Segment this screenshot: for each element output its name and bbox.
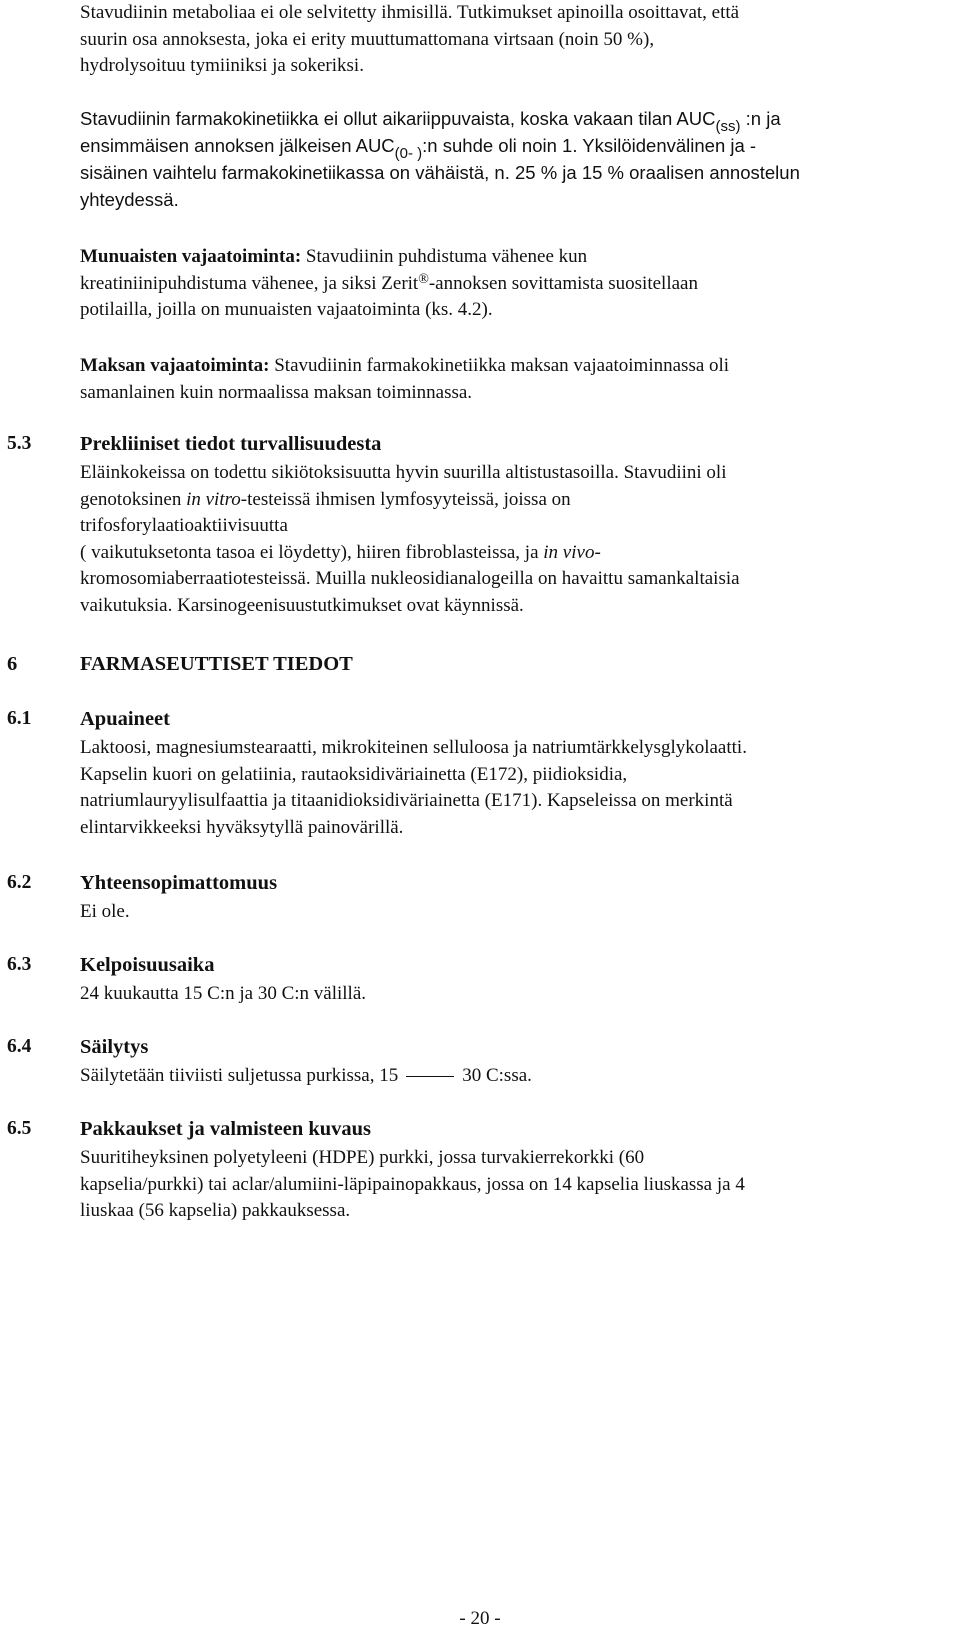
text-line bbox=[80, 271, 940, 298]
section-title: Pakkaukset ja valmisteen kuvaus bbox=[80, 1118, 372, 1140]
text-run: Säilytetään tiiviisti suljetussa purkissa, 15 bbox=[80, 1065, 399, 1086]
section-title: Prekliiniset tiedot turvallisuudesta bbox=[80, 433, 382, 455]
text-line: Laktoosi, magnesiumstearaatti, mikrokiteinen selluloosa ja natriumtärkkelysglykolaatti. bbox=[80, 737, 747, 758]
section-title: Säilytys bbox=[80, 1036, 149, 1058]
text-run: kreatiniinipuhdistuma vähenee, ja siksi Zerit bbox=[80, 272, 419, 294]
label-bold: Munuaisten vajaatoiminta: bbox=[80, 246, 302, 267]
section-title: Apuaineet bbox=[80, 708, 170, 730]
section-6-3-body bbox=[80, 981, 940, 1008]
text-run: - bbox=[594, 541, 601, 563]
text-italic: in vivo bbox=[543, 541, 595, 563]
section-number: 6.1 bbox=[7, 708, 32, 729]
section-title: Yhteensopimattomuus bbox=[80, 872, 278, 894]
section-number: 6.3 bbox=[7, 954, 32, 975]
subscript: (0- ) bbox=[394, 145, 423, 162]
text-line bbox=[80, 105, 940, 135]
text-line: hydrolysoituu tymiiniksi ja sokeriksi. bbox=[80, 55, 364, 76]
text-line: Stavudiinin metaboliaa ei ole selvitetty ihmisillä. Tutkimukset apinoilla osoittavat, että bbox=[80, 2, 740, 23]
section-title: FARMASEUTTISET TIEDOT bbox=[80, 653, 353, 675]
section-6-2-body bbox=[80, 899, 940, 926]
text-italic: in vitro bbox=[186, 488, 241, 510]
section-6-5-body bbox=[80, 1145, 940, 1225]
text-line: suurin osa annoksesta, joka ei erity muuttumattomana virtsaan (noin 50 %), bbox=[80, 28, 655, 50]
text-line: Suuritiheyksinen polyetyleeni (HDPE) purkki, jossa turvakierrekorkki (60 bbox=[80, 1147, 645, 1168]
text-line: potilailla, joilla on munuaisten vajaatoiminta (ks. 4.2). bbox=[80, 299, 493, 320]
section-5-3-body bbox=[80, 460, 940, 619]
paragraph-hepatic-impairment bbox=[80, 353, 940, 406]
paragraph-pharmacokinetics bbox=[80, 105, 940, 213]
text-line bbox=[80, 487, 940, 514]
text-line: yhteydessä. bbox=[80, 189, 179, 210]
text-line: liuskaa (56 kapselia) pakkauksessa. bbox=[80, 1200, 351, 1221]
registered-mark: ® bbox=[418, 271, 429, 287]
text-line: kromosomiaberraatiotesteissä. Muilla nukleosidianalogeilla on havaittu samankaltaisia bbox=[80, 568, 740, 589]
text-line: Ei ole. bbox=[80, 901, 130, 922]
text-line: sisäinen vaihtelu farmakokinetiikassa on vähäistä, n. 25 % ja 15 % oraalisen annostelun bbox=[80, 162, 800, 183]
section-number: 6 bbox=[7, 653, 18, 675]
section-number: 6.4 bbox=[7, 1036, 32, 1057]
text-run: -testeissä ihmisen lymfosyyteissä, joissa on bbox=[240, 488, 571, 510]
text-run: Stavudiinin puhdistuma vähenee kun bbox=[301, 246, 588, 267]
label-bold: Maksan vajaatoiminta: bbox=[80, 355, 270, 376]
text-line: elintarvikkeeksi hyväksytyllä painovärillä. bbox=[80, 816, 404, 838]
text-line: trifosforylaatioaktiivisuutta bbox=[80, 515, 288, 536]
text-run: -annoksen sovittamista suositellaan bbox=[428, 272, 698, 294]
section-number: 5.3 bbox=[7, 433, 32, 454]
text-run: Stavudiinin farmakokinetiikka ei ollut aikariippuvaista, koska vakaan tilan AUC bbox=[80, 108, 716, 129]
text-run: :n ja bbox=[740, 108, 781, 129]
text-line: samanlainen kuin normaalissa maksan toiminnassa. bbox=[80, 381, 473, 403]
text-line: natriumlauryylisulfaattia ja titaanidioksidiväriainetta (E171). Kapseleissa on merkintä bbox=[80, 790, 733, 811]
text-line bbox=[80, 132, 940, 162]
section-title: Kelpoisuusaika bbox=[80, 954, 215, 976]
text-line bbox=[80, 244, 940, 271]
text-line: 24 kuukautta 15 C:n ja 30 C:n välillä. bbox=[80, 983, 367, 1004]
text-line: Kapselin kuori on gelatiinia, rautaoksidiväriainetta (E172), piidioksidia, bbox=[80, 763, 628, 785]
text-run: :n suhde oli noin 1. Yksilöidenvälinen ja - bbox=[422, 135, 757, 156]
text-run: 30 C:ssa. bbox=[462, 1065, 532, 1086]
paragraph-metabolism bbox=[80, 0, 940, 80]
text-run: genotoksinen bbox=[80, 488, 187, 510]
text-line bbox=[80, 353, 940, 380]
text-line bbox=[80, 540, 940, 567]
page-number: - 20 - bbox=[459, 1608, 501, 1629]
text-run: ensimmäisen annoksen jälkeisen AUC bbox=[80, 135, 395, 156]
section-number: 6.5 bbox=[7, 1118, 32, 1139]
text-line bbox=[80, 1063, 940, 1090]
text-line: Eläinkokeissa on todettu sikiötoksisuutta hyvin suurilla altistustasoilla. Stavudiini oli bbox=[80, 462, 727, 483]
range-dash bbox=[406, 1076, 454, 1077]
text-run: ( vaikutuksetonta tasoa ei löydetty), hiiren fibroblasteissa, ja bbox=[80, 541, 544, 563]
text-line: kapselia/purkki) tai aclar/alumiini-läpipainopakkaus, jossa on 14 kapselia liuskassa ja 4 bbox=[80, 1173, 745, 1195]
section-6-4-body bbox=[80, 1063, 940, 1090]
paragraph-renal-impairment bbox=[80, 244, 940, 324]
section-number: 6.2 bbox=[7, 872, 32, 893]
section-6-1-body bbox=[80, 735, 940, 841]
text-run: Stavudiinin farmakokinetiikka maksan vajaatoiminnassa oli bbox=[269, 355, 730, 376]
text-line: vaikutuksia. Karsinogeenisuustutkimukset ovat käynnissä. bbox=[80, 594, 524, 616]
subscript: (ss) bbox=[715, 118, 741, 135]
